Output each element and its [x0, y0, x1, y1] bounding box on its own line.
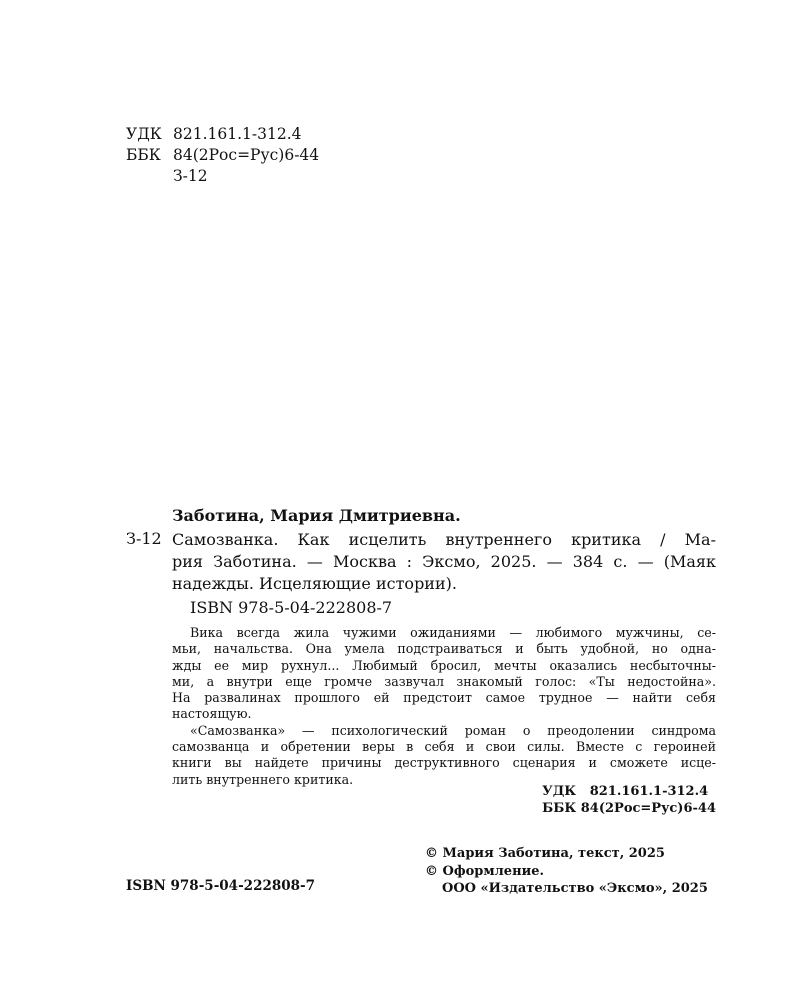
biblio-line: рия Заботина. — Москва : Эксмо, 2025. — 384 с. — (Маяк: [172, 552, 716, 571]
author-mark: З-12: [173, 167, 208, 185]
isbn-bottom: ISBN 978-5-04-222808-7: [126, 878, 316, 894]
bbk-row: [126, 145, 319, 166]
isbn-entry: ISBN 978-5-04-222808-7: [190, 598, 393, 617]
copyright-publisher: ООО «Издательство «Эксмо», 2025: [442, 881, 708, 896]
annotation-line: лить внутреннего критика.: [172, 771, 354, 787]
annotation-line: «Самозванка» — психологический роман о преодолении синдрома: [190, 722, 716, 738]
classification-block-top: [126, 124, 319, 187]
udk-value-bottom: 821.161.1-312.4: [589, 784, 709, 799]
udk-label-bottom: УДК: [542, 784, 577, 799]
bbk-value-bottom: 84(2Рос=Рус)6-44: [580, 801, 716, 816]
annotation-line: ми, а внутри еще громче зазвучал знакомый голос: «Ты недостойна».: [172, 673, 716, 689]
annotation-line: Вика всегда жила чужими ожиданиями — любимого мужчины, се-: [190, 625, 716, 640]
copyright-design: © Оформление.: [425, 863, 545, 879]
bbk-value: 84(2Рос=Рус)6-44: [173, 146, 320, 164]
annotation-line: мьи, начальства. Она умела подстраиваться и быть удобной, но одна-: [172, 641, 716, 657]
udk-row: [126, 124, 319, 145]
biblio-line: Самозванка. Как исцелить внутреннего критика / Ма-: [172, 530, 716, 549]
author-mark-left: З-12: [126, 529, 162, 548]
bbk-label-bottom: ББК: [542, 801, 577, 816]
classification-block-bottom: [542, 783, 716, 817]
bbk-row-bottom: [542, 800, 716, 817]
annotation-line: самозванца и обретении веры в себя и свои силы. Вместе с героиней: [172, 739, 716, 755]
biblio-line: надежды. Исцеляющие истории).: [172, 574, 457, 593]
copyright-block: [425, 845, 708, 898]
annotation-line: жды ее мир рухнул... Любимый бросил, мечты оказались несбыточны-: [172, 657, 716, 673]
copyright-text: © Мария Заботина, текст, 2025: [425, 846, 665, 861]
annotation-line: настоящую.: [172, 706, 252, 722]
annotation: [172, 625, 716, 788]
annotation-line: На развалинах прошлого ей предстоит самое трудное — найти себя: [172, 690, 716, 706]
annotation-line: книги вы найдете причины деструктивного сценария и сможете исце-: [172, 755, 716, 771]
bbk-label: ББК: [126, 146, 161, 164]
udk-row-bottom: [542, 783, 716, 800]
udk-value: 821.161.1-312.4: [173, 125, 302, 143]
udk-label: УДК: [126, 125, 162, 143]
author-heading: Заботина, Мария Дмитриевна.: [172, 506, 461, 525]
bibliographic-description: [172, 529, 716, 595]
